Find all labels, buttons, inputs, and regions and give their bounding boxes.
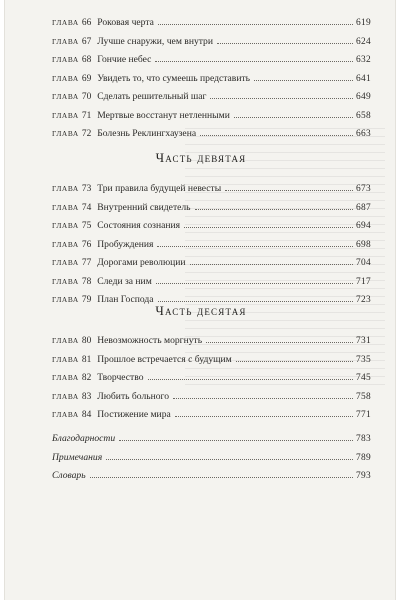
chapter-label: ГЛАВА [52, 258, 79, 267]
page-number: 723 [356, 295, 371, 305]
toc-row [52, 33, 371, 52]
chapter-label: ГЛАВА [52, 202, 79, 212]
chapter-label: ГЛАВА [52, 55, 79, 64]
chapter-title: Внутренний свидетель [97, 201, 191, 213]
toc-row [52, 70, 371, 89]
dot-leader [206, 341, 353, 343]
toc-row [52, 14, 371, 33]
chapter-number: 78 [81, 276, 92, 287]
dot-leader [210, 97, 353, 99]
page-number: 619 [356, 18, 371, 28]
chapter-label: ГЛАВА [52, 354, 79, 364]
chapter-title: Постижение мира [97, 409, 171, 420]
chapter-number: 70 [81, 92, 92, 102]
toc-row [52, 430, 371, 449]
page-number: 694 [356, 221, 371, 231]
chapter-label: ГЛАВА [52, 92, 79, 101]
chapter-number: 82 [81, 373, 92, 383]
chapter-label: ГЛАВА [52, 110, 79, 120]
dot-leader [156, 282, 353, 284]
dot-leader [217, 42, 353, 44]
dot-leader [234, 116, 353, 118]
chapter-label: ГЛАВА [52, 221, 79, 230]
dot-leader [173, 397, 353, 399]
dot-leader [195, 208, 353, 210]
page-number: 632 [356, 55, 371, 65]
page-number: 735 [356, 354, 371, 365]
page-number: 649 [356, 92, 371, 102]
toc-row [52, 236, 371, 255]
dot-leader [200, 134, 353, 136]
toc-row [52, 449, 371, 468]
chapter-number: 72 [81, 129, 92, 139]
chapter-title: Пробуждения [97, 238, 154, 250]
chapter-label: ГЛАВА [52, 239, 79, 249]
chapter-title: Увидеть то, что сумеешь представить [97, 72, 251, 84]
page-number: 793 [356, 471, 371, 481]
toc-appendix [52, 430, 371, 486]
chapter-label: ГЛАВА [52, 276, 79, 286]
dot-leader [106, 458, 353, 460]
dot-leader [119, 439, 353, 441]
page-number: 783 [356, 434, 371, 444]
toc-row [52, 180, 371, 199]
page-number: 624 [356, 36, 371, 47]
chapter-label: ГЛАВА [52, 410, 79, 419]
toc-row [52, 369, 371, 388]
chapter-number: 71 [81, 110, 92, 121]
part-nine-heading: Часть девятая [155, 150, 247, 165]
toc-row [52, 467, 371, 486]
chapter-number: 73 [81, 184, 92, 194]
dot-leader [254, 79, 353, 81]
chapter-number: 84 [81, 410, 92, 420]
toc-row [52, 217, 371, 236]
dot-leader [158, 300, 353, 302]
chapter-label: ГЛАВА [52, 336, 79, 345]
chapter-title: Лучше снаружи, чем внутри [97, 35, 213, 47]
dot-leader [225, 189, 353, 191]
chapter-label: ГЛАВА [52, 36, 79, 46]
dot-leader [155, 60, 353, 62]
toc-row [52, 88, 371, 107]
chapter-title: Сделать решительный шаг [97, 91, 207, 102]
dot-leader [158, 23, 353, 25]
chapter-title: Три правила будущей невесты [97, 183, 222, 194]
toc-row [52, 125, 371, 144]
chapter-title: Дорогами революции [97, 257, 186, 268]
chapter-title: Гончие небес [97, 54, 152, 65]
toc-row [52, 273, 371, 292]
toc-part-nine [52, 180, 371, 310]
chapter-number: 83 [81, 391, 92, 402]
dot-leader [148, 378, 354, 380]
dot-leader [157, 245, 353, 247]
toc-row [52, 254, 371, 273]
chapter-number: 79 [81, 295, 92, 305]
page-number: 698 [356, 239, 371, 250]
chapter-number: 81 [81, 354, 92, 365]
page-number: 704 [356, 258, 371, 268]
page-number: 658 [356, 110, 371, 121]
chapter-label: ГЛАВА [52, 73, 79, 83]
page-number: 789 [356, 452, 371, 463]
page-number: 731 [356, 336, 371, 346]
dot-leader [190, 263, 354, 265]
dot-leader [184, 226, 353, 228]
page-number: 758 [356, 391, 371, 402]
appendix-title: Благодарности [52, 433, 116, 444]
chapter-number: 68 [81, 55, 92, 65]
chapter-title: Прошлое встречается с будущим [97, 353, 232, 365]
toc-part-ten [52, 332, 371, 425]
page-number: 745 [356, 373, 371, 383]
chapter-title: Мертвые восстанут нетленными [97, 109, 230, 121]
chapter-number: 75 [81, 221, 92, 231]
chapter-title: Следи за ним [97, 275, 152, 287]
appendix-title: Словарь [52, 470, 86, 481]
part-ten-heading: Часть десятая [155, 303, 247, 318]
toc-row [52, 51, 371, 70]
chapter-number: 74 [81, 202, 92, 213]
page-number: 687 [356, 202, 371, 213]
chapter-label: ГЛАВА [52, 129, 79, 138]
chapter-number: 69 [81, 73, 92, 84]
toc-row [52, 199, 371, 218]
page-number: 673 [356, 184, 371, 194]
dot-leader [175, 415, 353, 417]
toc-row [52, 107, 371, 126]
dot-leader [236, 360, 353, 362]
toc-row [52, 351, 371, 370]
chapter-title: Болезнь Реклингхаузена [97, 128, 197, 139]
chapter-title: Творчество [97, 372, 144, 383]
chapter-title: Любить больного [97, 390, 170, 402]
chapter-title: Состояния сознания [97, 220, 181, 231]
chapter-number: 67 [81, 36, 92, 47]
chapter-title: План Господа [97, 294, 154, 305]
page-number: 771 [356, 410, 371, 420]
toc-row [52, 388, 371, 407]
chapter-number: 80 [81, 336, 92, 346]
dot-leader [90, 476, 353, 478]
chapter-label: ГЛАВА [52, 391, 79, 401]
chapter-title: Роковая черта [97, 17, 154, 28]
chapter-label: ГЛАВА [52, 184, 79, 193]
chapter-number: 77 [81, 258, 92, 268]
chapter-label: ГЛАВА [52, 373, 79, 382]
chapter-number: 66 [81, 18, 92, 28]
page-number: 641 [356, 73, 371, 84]
chapter-label: ГЛАВА [52, 18, 79, 27]
chapter-title: Невозможность моргнуть [97, 335, 203, 346]
chapter-number: 76 [81, 239, 92, 250]
book-page [4, 0, 396, 600]
chapter-label: ГЛАВА [52, 295, 79, 304]
toc-section-eight [52, 14, 371, 144]
page-number: 717 [356, 276, 371, 287]
appendix-title: Примечания [52, 451, 103, 463]
toc-row [52, 332, 371, 351]
page-number: 663 [356, 129, 371, 139]
toc-row [52, 406, 371, 425]
